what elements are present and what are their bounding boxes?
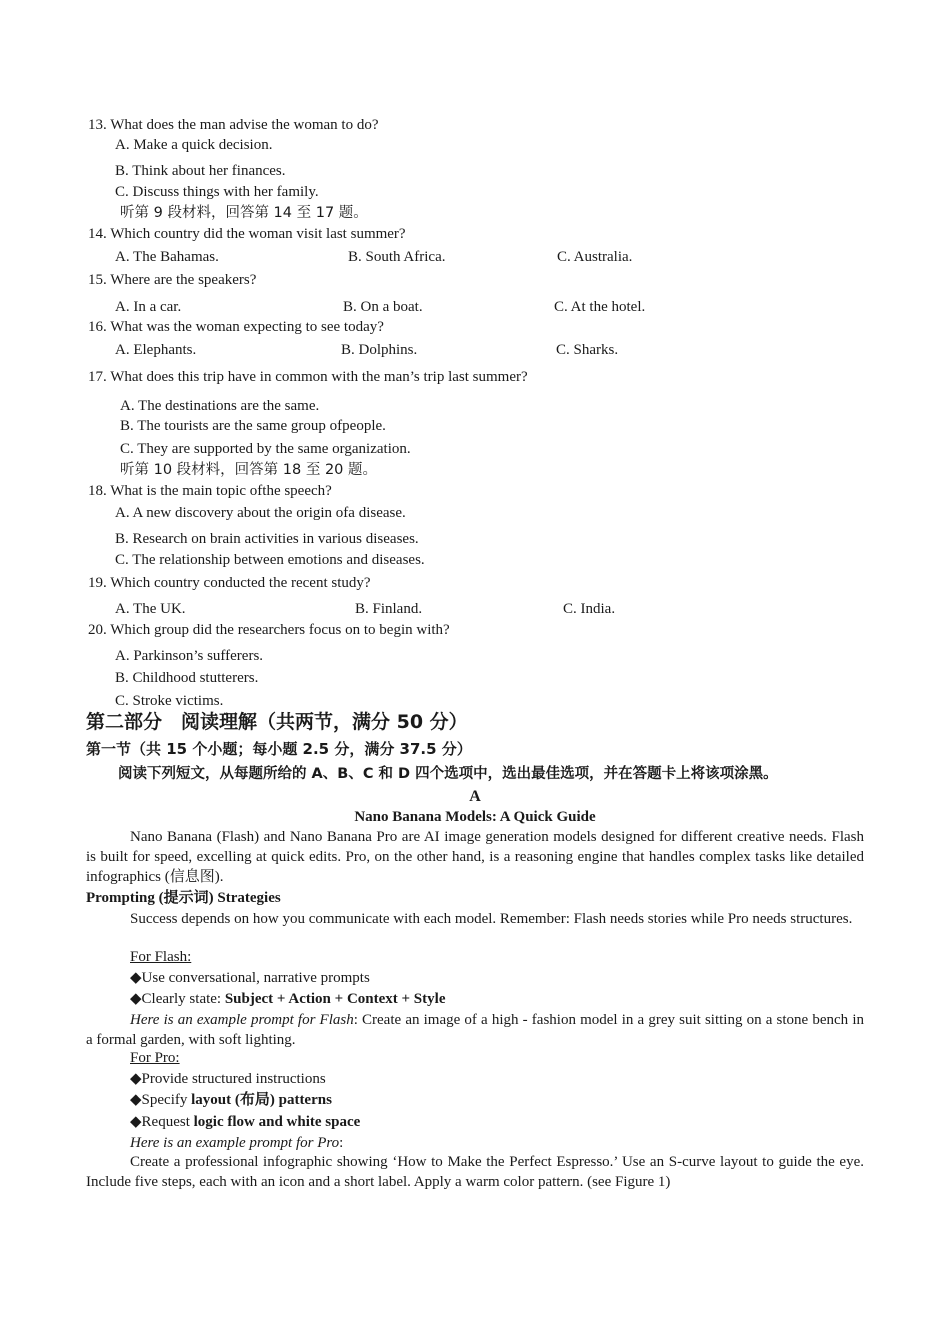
- option: A. A new discovery about the origin ofa disease.: [115, 505, 406, 521]
- option: B. On a boat.: [343, 299, 423, 315]
- option: A. The Bahamas.: [115, 249, 219, 265]
- option: C. The relationship between emotions and diseases.: [115, 552, 425, 568]
- option: B. Research on brain activities in various diseases.: [115, 531, 419, 547]
- option: C. At the hotel.: [554, 299, 646, 315]
- option: A. The destinations are the same.: [120, 398, 320, 414]
- directions: 阅读下列短文，从每题所给的 A、B、C 和 D 四个选项中，选出最佳选项，并在答题卡上将该项涂黑。: [118, 766, 778, 782]
- option: B. Think about her finances.: [115, 163, 286, 179]
- bullet-item: ◆Provide structured instructions: [130, 1071, 326, 1087]
- option: A. The UK.: [115, 601, 186, 617]
- option: C. Discuss things with her family.: [115, 184, 319, 200]
- listening-instruction: 听第 9 段材料，回答第 14 至 17 题。: [120, 205, 368, 221]
- option: C. They are supported by the same organization.: [120, 441, 411, 457]
- option: C. Sharks.: [556, 342, 619, 358]
- option: B. South Africa.: [348, 249, 446, 265]
- question-stem: 15. Where are the speakers?: [88, 272, 257, 288]
- pro-label: For Pro:: [130, 1050, 180, 1066]
- option: A. Make a quick decision.: [115, 137, 273, 153]
- bullet-item: ◆Specify layout (布局) patterns: [130, 1092, 332, 1108]
- question-stem: 13. What does the man advise the woman to do?: [88, 117, 379, 133]
- listening-instruction: 听第 10 段材料，回答第 18 至 20 题。: [120, 462, 378, 478]
- option: B. Childhood stutterers.: [115, 670, 259, 686]
- bullet-item: ◆Use conversational, narrative prompts: [130, 970, 370, 986]
- paragraph: Nano Banana (Flash) and Nano Banana Pro are AI image generation models designed for different creative needs. Flash is built for speed, excelling at quick edits. Pro, on the other hand, is a reasoning engine that handles complex tasks like detailed infographics (信息图).: [86, 829, 864, 885]
- option: B. The tourists are the same group ofpeople.: [120, 418, 386, 434]
- flash-label: For Flash:: [130, 949, 192, 965]
- question-stem: 19. Which country conducted the recent study?: [88, 575, 371, 591]
- paragraph: Success depends on how you communicate with each model. Remember: Flash needs stories while Pro needs structures.: [130, 911, 853, 927]
- question-stem: 14. Which country did the woman visit last summer?: [88, 226, 406, 242]
- example-label: Here is an example prompt for Pro:: [130, 1135, 344, 1151]
- option: B. Dolphins.: [341, 342, 418, 358]
- question-stem: 18. What is the main topic ofthe speech?: [88, 483, 332, 499]
- passage-letter: A: [469, 788, 481, 805]
- section-heading: Prompting (提示词) Strategies: [86, 890, 281, 906]
- bullet-item: ◆Request logic flow and white space: [130, 1114, 361, 1130]
- section-title: 第一节（共 15 个小题；每小题 2.5 分，满分 37.5 分）: [86, 740, 472, 758]
- option: A. In a car.: [115, 299, 182, 315]
- passage-title: Nano Banana Models: A Quick Guide: [354, 809, 596, 825]
- option: A. Elephants.: [115, 342, 197, 358]
- option: C. Australia.: [557, 249, 633, 265]
- example-paragraph: Here is an example prompt for Flash: Create an image of a high - fashion model in a grey suit sitting on a stone bench in a formal garden, with soft lighting.: [86, 1012, 864, 1048]
- option: B. Finland.: [355, 601, 423, 617]
- question-stem: 16. What was the woman expecting to see today?: [88, 319, 384, 335]
- bullet-item: ◆Clearly state: Subject + Action + Context + Style: [130, 991, 446, 1007]
- part-title: 第二部分 阅读理解（共两节，满分 50 分）: [86, 711, 468, 733]
- paragraph: Create a professional infographic showing ‘How to Make the Perfect Espresso.’ Use an S-curve layout to guide the eye. Include five steps, each with an icon and a short label. Apply a warm color pattern. (see Figure 1): [86, 1154, 864, 1190]
- question-stem: 20. Which group did the researchers focus on to begin with?: [88, 622, 450, 638]
- option: C. India.: [563, 601, 616, 617]
- question-stem: 17. What does this trip have in common with the man’s trip last summer?: [88, 369, 528, 385]
- option: A. Parkinson’s sufferers.: [115, 648, 264, 664]
- option: C. Stroke victims.: [115, 693, 224, 709]
